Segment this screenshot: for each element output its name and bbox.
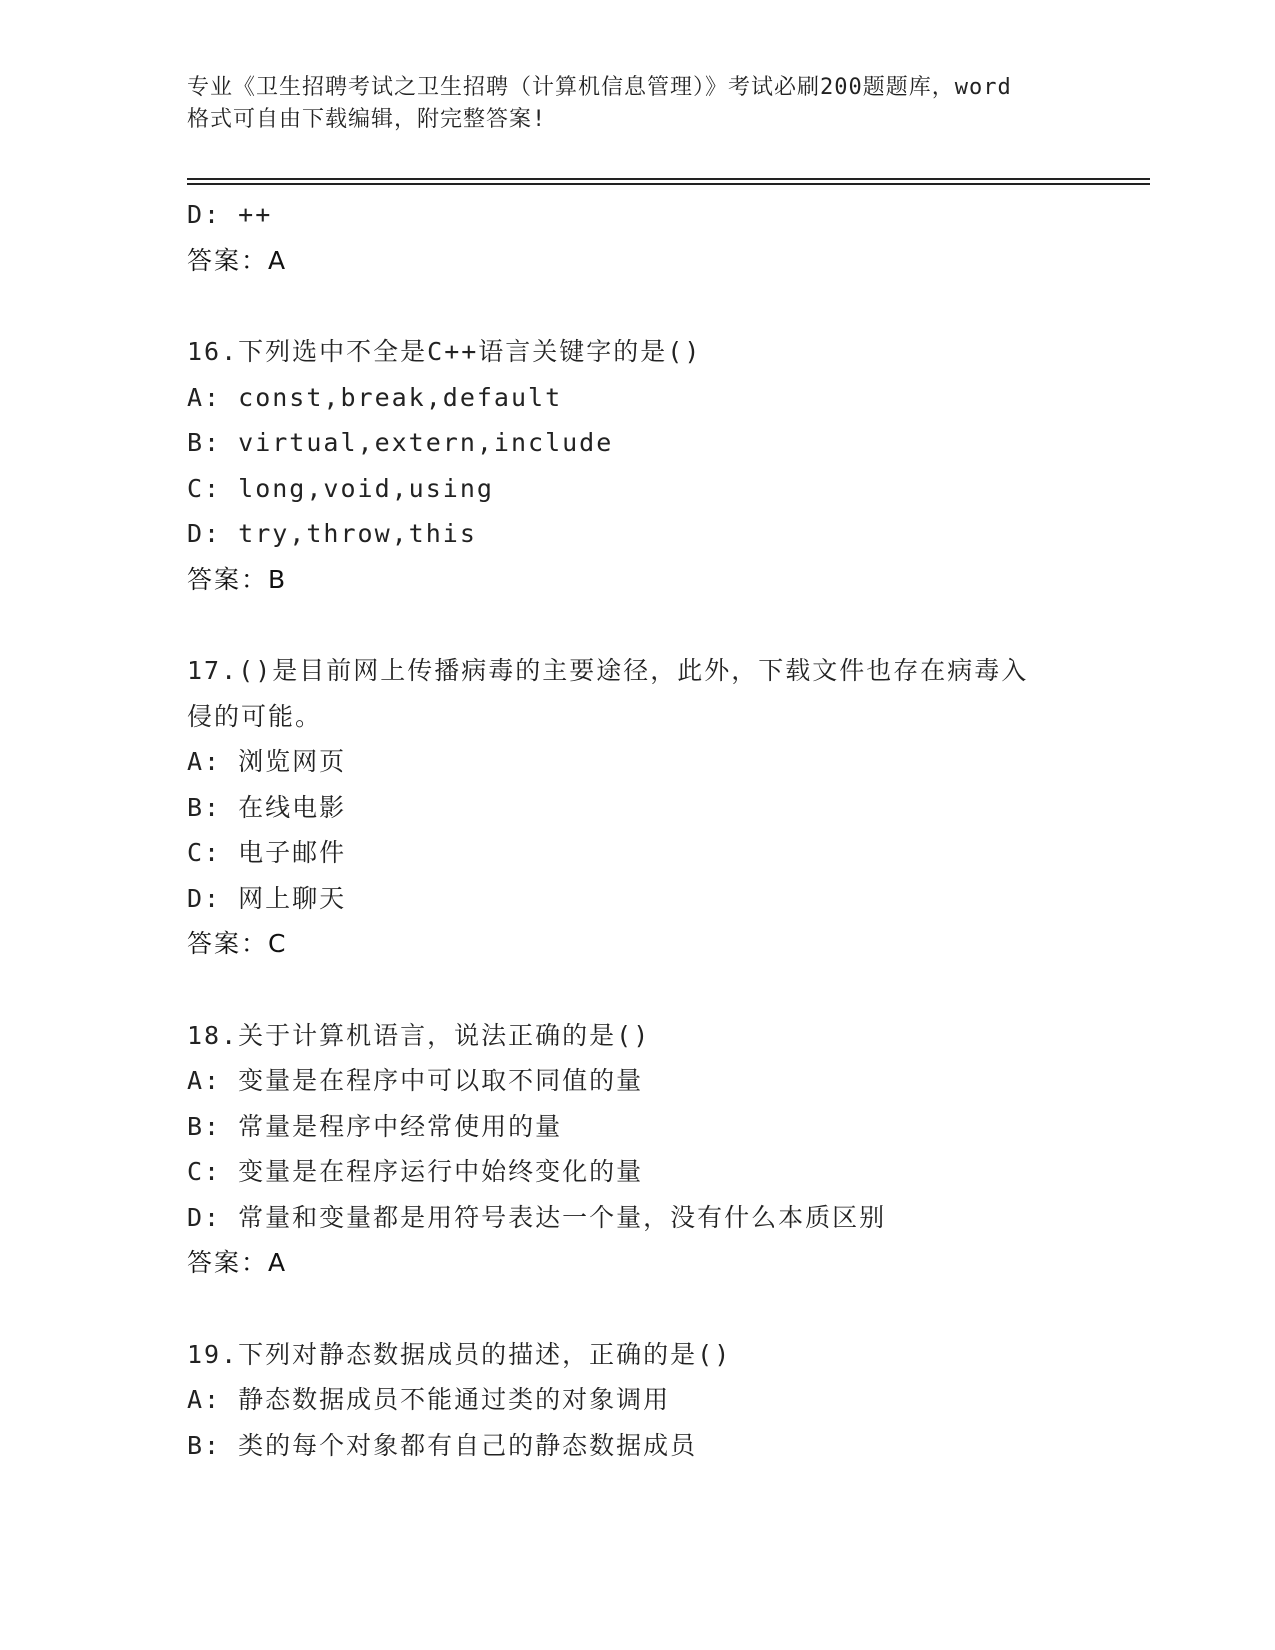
answer-line: 答案：A <box>187 245 288 275</box>
header-divider-bottom <box>187 183 1150 185</box>
header-divider-top <box>187 178 1150 180</box>
question-18-option-c: C: 变量是在程序运行中始终变化的量 <box>187 1157 644 1186</box>
question-19-title: 19.下列对静态数据成员的描述，正确的是() <box>187 1339 732 1369</box>
question-18-option-b: B: 常量是程序中经常使用的量 <box>187 1111 563 1141</box>
question-16-option-d: D: try,throw,this <box>187 519 477 548</box>
spacer <box>187 967 1107 1013</box>
header-line-1: 专业《卫生招聘考试之卫生招聘（计算机信息管理）》考试必刷200题题库，word <box>187 75 1012 100</box>
question-16-option-b: B: virtual,extern,include <box>187 428 614 457</box>
header-line-2: 格式可自由下载编辑，附完整答案! <box>187 107 547 132</box>
document-header <box>187 72 1087 136</box>
option-d: D: ++ <box>187 200 273 229</box>
question-18-option-d: D: 常量和变量都是用符号表达一个量，没有什么本质区别 <box>187 1202 887 1232</box>
question-16-title: 16.下列选中不全是C++语言关键字的是() <box>187 337 702 366</box>
question-17-option-d: D: 网上聊天 <box>187 883 347 913</box>
question-17-answer: 答案：C <box>187 929 288 958</box>
question-17-title-line-1: 17.()是目前网上传播病毒的主要途径，此外，下载文件也存在病毒入 <box>187 656 1029 685</box>
question-16-option-a: A: const,break,default <box>187 382 563 412</box>
question-18-answer: 答案：A <box>187 1248 288 1277</box>
spacer <box>187 1286 1107 1332</box>
question-17-title-line-2: 侵的可能。 <box>187 701 323 731</box>
question-16-answer: 答案：B <box>187 564 288 594</box>
question-16-option-c: C: long,void,using <box>187 473 494 503</box>
question-18-option-a: A: 变量是在程序中可以取不同值的量 <box>187 1066 644 1095</box>
question-17-option-a: A: 浏览网页 <box>187 747 347 776</box>
question-19-option-a: A: 静态数据成员不能通过类的对象调用 <box>187 1385 671 1414</box>
spacer <box>187 602 1107 648</box>
spacer <box>187 283 1107 329</box>
question-17-option-b: B: 在线电影 <box>187 792 347 822</box>
question-18-title: 18.关于计算机语言，说法正确的是() <box>187 1020 651 1050</box>
question-19-option-b: B: 类的每个对象都有自己的静态数据成员 <box>187 1430 698 1460</box>
question-list <box>187 192 1107 1468</box>
question-17-option-c: C: 电子邮件 <box>187 838 347 867</box>
